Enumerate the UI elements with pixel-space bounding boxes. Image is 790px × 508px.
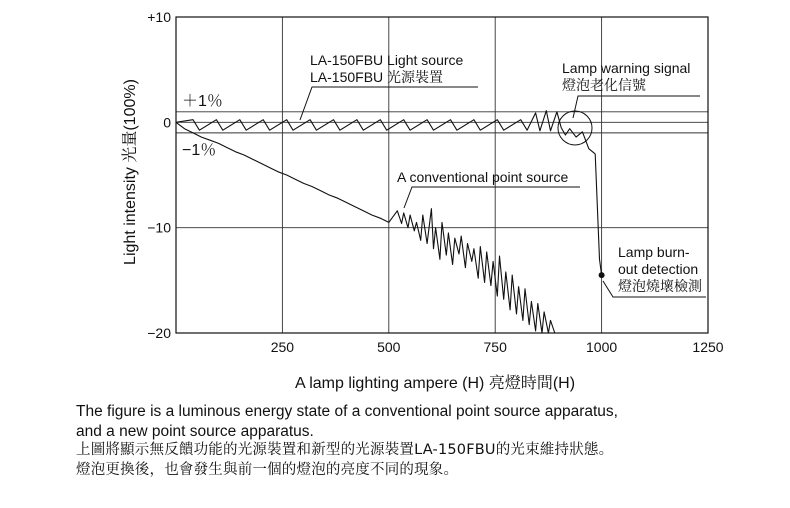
- y-tick-label: 0: [163, 114, 171, 131]
- y-axis-label: Light intensity 光量(100%): [122, 79, 139, 265]
- data-series: [176, 111, 605, 333]
- conventional-leader: [404, 187, 580, 208]
- series-la150fbu-light-source: [176, 111, 595, 154]
- y-tick-label: −20: [147, 325, 171, 341]
- caption-line-4: 燈泡更換後，也會發生與前一個的燈泡的亮度不同的現象。: [76, 461, 459, 478]
- burnout-point-marker: [599, 272, 605, 278]
- y-tick-label: +10: [147, 9, 171, 25]
- annotation-warning-en: Lamp warning signal: [562, 60, 691, 76]
- annotation-burnout-cjk: 燈泡燒壞檢測: [618, 278, 702, 294]
- caption-line-2: and a new point source apparatus.: [76, 422, 314, 440]
- series-burnout-drop: [595, 154, 601, 275]
- caption-line-3: 上圖將顯示無反饋功能的光源裝置和新型的光源裝置LA-150FBU的光束維持狀態。: [76, 442, 614, 458]
- annotation-conventional: A conventional point source: [397, 169, 569, 185]
- x-tick-label: 500: [377, 339, 401, 355]
- annotation-burnout-line2: out detection: [618, 261, 699, 277]
- x-tick-label: 1000: [586, 339, 618, 355]
- warning-leader: [573, 96, 700, 118]
- x-tick-label: 250: [270, 339, 295, 355]
- x-tick-label: 1250: [692, 339, 724, 355]
- warning-highlight-circle: [558, 111, 592, 145]
- x-axis-label: A lamp lighting ampere (H) 亮燈時間(H): [294, 375, 576, 392]
- ref-label-minus: −1％: [182, 142, 217, 159]
- ref-label-plus: ＋1％: [182, 93, 223, 110]
- caption-line-1: The figure is a luminous energy state of a conventional point source apparatus,: [76, 403, 618, 420]
- x-tick-label: 750: [483, 339, 507, 355]
- annotation-light-source-en: LA-150FBU Light source: [310, 52, 464, 68]
- figure-caption: [76, 402, 776, 480]
- y-tick-label: −10: [147, 219, 171, 236]
- annotation-burnout-line1: Lamp burn-: [618, 244, 690, 260]
- annotation-warning-cjk: 燈泡老化信號: [562, 77, 646, 93]
- annotation-light-source-cjk: LA-150FBU 光源裝置: [310, 69, 444, 85]
